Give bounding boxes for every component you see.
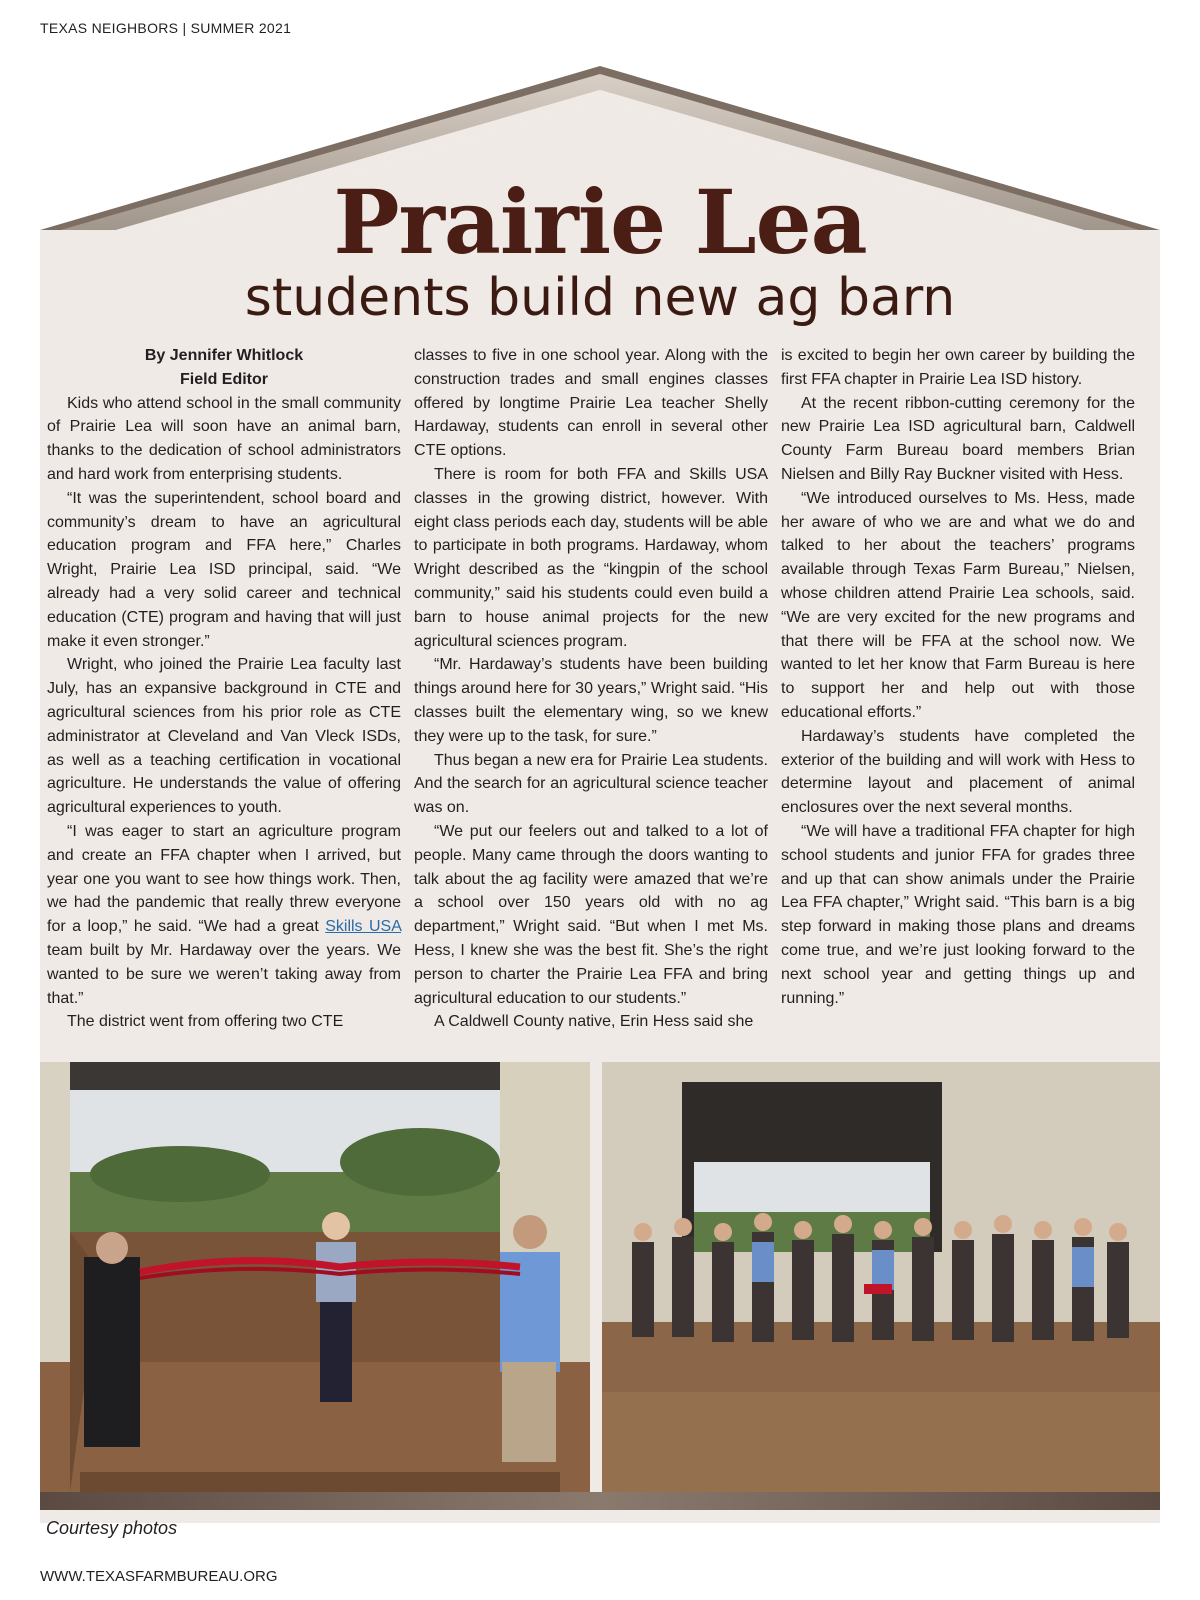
paragraph: A Caldwell County native, Erin Hess said she bbox=[434, 1013, 754, 1031]
paragraph: “Mr. Hardaway’s students have been building things around here for 30 years,” Wright said. “His classes built the elementary wing, so we knew they were up to the task, for sure.” bbox=[414, 656, 768, 745]
paragraph: “We will have a traditional FFA chapter for high school students and junior FFA for grades three and up that can show animals under the Prairie Lea FFA chapter,” Wright said. “This barn is a big step forward in making those plans and dreams come true, and we’re just looking forward to the next school year and getting things up and running.” bbox=[781, 822, 1135, 1007]
article-subtitle: students build new ag barn bbox=[244, 268, 956, 328]
paragraph-text: team built by Mr. Hardaway over the years. We wanted to be sure we weren’t taking away from that.” bbox=[47, 941, 401, 1007]
byline-role: Field Editor bbox=[180, 370, 268, 388]
paragraph: Thus began a new era for Prairie Lea students. And the search for an agricultural science teacher was on. bbox=[414, 751, 768, 817]
photo-caption: Courtesy photos bbox=[46, 1518, 178, 1538]
issue-header: TEXAS NEIGHBORS | SUMMER 2021 bbox=[40, 20, 292, 36]
paragraph: At the recent ribbon-cutting ceremony for the new Prairie Lea ISD agricultural barn, Caldwell County Farm Bureau board members Brian Nielsen and Billy Ray Buckner visited with Hess. bbox=[781, 394, 1135, 483]
article-title: Prairie Lea bbox=[333, 170, 867, 274]
photo-group bbox=[602, 1062, 1160, 1492]
paragraph: There is room for both FFA and Skills USA classes in the growing district, however. With eight class periods each day, students will be able to participate in both programs. Hardaway, whom Wright described as the “kingpin of the school community,” said his students could even build a barn to house animal projects for the new agricultural sciences program. bbox=[414, 465, 768, 650]
paragraph: Wright, who joined the Prairie Lea faculty last July, has an expansive background in CTE and agricultural sciences from his prior role as CTE administrator at Cleveland and Van Vleck ISDs, as well as a teaching certification in vocational agriculture. He understands the value of offering agricultural experiences to youth. bbox=[47, 656, 401, 817]
paragraph: Kids who attend school in the small community of Prairie Lea will soon have an animal barn, thanks to the dedication of school administrators and hard work from enterprising students. bbox=[47, 394, 401, 483]
paragraph-text: “I was eager to start an agriculture program and create an FFA chapter when I arrived, but year one you want to see how things work. Then, we had the pandemic that really threw everyone for a loop,” he said. “We had a great bbox=[47, 822, 401, 936]
paragraph: classes to five in one school year. Along with the construction trades and small engines classes offered by longtime Prairie Lea teacher Shelly Hardaway, students can enroll in several other CTE options. bbox=[414, 347, 768, 460]
paragraph bbox=[47, 820, 401, 1010]
paragraph: “We put our feelers out and talked to a lot of people. Many came through the doors wanting to talk about the ag facility were amazed that we’re a school over 150 years old with no ag department,” Wright said. “But when I met Ms. Hess, I knew she was the best fit. She’s the right person to charter the Prairie Lea FFA and bring agricultural education to our students.” bbox=[414, 822, 768, 1007]
paragraph: “We introduced ourselves to Ms. Hess, made her aware of who we are and what we do and talked to her about the teachers’ programs available through Texas Farm Bureau,” Nielsen, whose children attend Prairie Lea schools, said. “We are very excited for the new programs and that there will be FFA at the school now. We wanted to let her know that Farm Bureau is here to support her and help out with those educational efforts.” bbox=[781, 489, 1135, 721]
article-column-2 bbox=[414, 344, 768, 1034]
article-column-1 bbox=[47, 344, 401, 1034]
photo-ribbon-cutting bbox=[40, 1062, 590, 1492]
photo-frame-bar bbox=[40, 1492, 1160, 1510]
paragraph: The district went from offering two CTE bbox=[67, 1013, 344, 1031]
paragraph: is excited to begin her own career by building the first FFA chapter in Prairie Lea ISD history. bbox=[781, 347, 1135, 388]
skills-usa-link[interactable]: Skills USA bbox=[325, 918, 402, 936]
byline bbox=[47, 344, 401, 392]
paragraph: Hardaway’s students have completed the exterior of the building and will work with Hess to determine layout and placement of animal enclosures over the next several months. bbox=[781, 727, 1135, 817]
paragraph: “It was the superintendent, school board and community’s dream to have an agricultural education program and FFA here,” Charles Wright, Prairie Lea ISD principal, said. “We already had a very solid career and technical education (CTE) program and having that will just make it even stronger.” bbox=[47, 489, 401, 650]
article-column-3 bbox=[781, 344, 1135, 1010]
footer-url[interactable]: WWW.TEXASFARMBUREAU.ORG bbox=[40, 1568, 278, 1585]
byline-author: By Jennifer Whitlock bbox=[144, 347, 304, 364]
